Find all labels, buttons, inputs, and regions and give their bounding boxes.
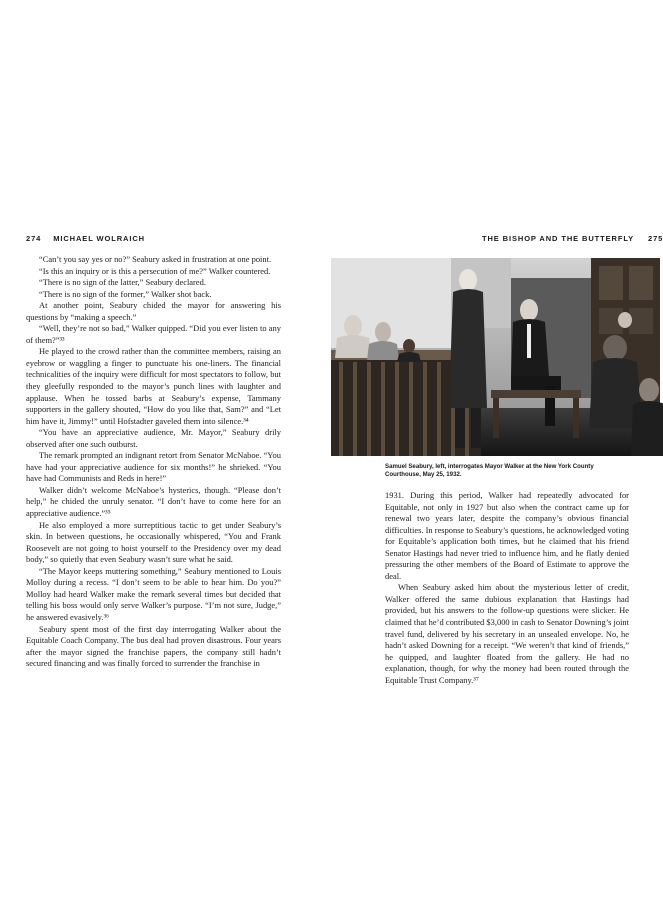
left-running-head <box>26 232 145 244</box>
left-page-number: 274 <box>26 233 42 243</box>
photo-caption: Samuel Seabury, left, interrogates Mayor Walker at the New York County Courthouse, May 25, 1932. <box>385 463 594 479</box>
paragraph: “Can’t you say yes or no?” Seabury asked in frustration at one point. <box>39 254 272 264</box>
right-page-number: 275 <box>648 233 663 243</box>
paragraph: Seabury spent most of the first day interrogating Walker about the Equitable Coach Company. The bus deal had proven disastrous. Four years after the mayor signed the franchise papers, the company still hadn’t secured financing and was finally forced to surrender the franchise in <box>26 623 281 669</box>
paragraph: When Seabury asked him about the mysterious letter of credit, Walker offered the same dubious explanation that Hastings had provided, but his answers to the follow-up questions were slicker. He claimed that he’d contributed $3,000 in cash to Senator Downing’s joint travel fund, delivered by his secretary in an unsealed envelope. No, he hadn’t asked Downing for a receipt. “We weren’t that kind of friends,” he quipped, and laughter floated from the gallery. He had no explanation, though, for why the money had been routed through the Equitable Trust Company.³⁷ <box>385 582 629 685</box>
left-page-text <box>26 254 281 670</box>
paragraph: The remark prompted an indignant retort from Senator McNaboe. “You have had your appreciative audience for six months!” he shrieked. “You have had Communists and Reds in here!” <box>26 450 281 484</box>
right-running-head <box>482 232 663 244</box>
paragraph: At another point, Seabury chided the mayor for answering his questions by “making a speech.” <box>26 300 281 322</box>
courtroom-photo <box>331 258 660 456</box>
paragraph: “Well, they’re not so bad,” Walker quipped. “Did you ever listen to any of them?”³³ <box>26 323 281 345</box>
right-running-head-title: THE BISHOP AND THE BUTTERFLY <box>482 233 635 243</box>
paragraph: Walker didn’t welcome McNaboe’s hysterics, though. “Please don’t help,” he chided the unruly senator. “I don’t have to come here for an appreciative audience.”³⁵ <box>26 484 281 519</box>
paragraph: “You have an appreciative audience, Mr. Mayor,” Seabury drily observed after one such outburst. <box>26 427 281 449</box>
paragraph: 1931. During this period, Walker had repeatedly advocated for Equitable, not only in 1927 but also when the contract came up for renewal two years later, despite the company’s obvious financial difficulties. In response to Seabury’s questions, he acknowledged voting for Equitable’s application both times, but he claimed that his friend Senator Hastings had never tried to influence him, and he flatly denied pressuring the other members of the Board of Estimate to approve the deal. <box>385 490 630 581</box>
left-running-head-author: MICHAEL WOLRAICH <box>53 233 145 243</box>
paragraph: “The Mayor keeps muttering something,” Seabury mentioned to Louis Molloy during a recess. “I don’t seem to be able to hear him. Do you?” Molloy had heard Walker make the remark several times but decided that telling his boss would only serve Walker’s purpose. “I’m not sure, Judge,” he answered evasively.³⁶ <box>26 565 281 622</box>
paragraph: “Is this an inquiry or is this a persecution of me?” Walker countered. <box>39 265 271 276</box>
paragraph: He played to the crowd rather than the committee members, raising an eyebrow or waggling a finger to punctuate his one-liners. The financial technicalities of the inquiry were difficult for most spectators to follow, but they gleefully responded to the mayor’s punch lines with laughter and applause. When he tossed barbs at Seabury’s expense, Tammany supporters in the gallery shouted, “How do you like that, Sam?” and “Let him have it, Jimmy!” until Hofstadter gaveled them into silence.³⁴ <box>26 346 281 426</box>
paragraph: He also employed a more surreptitious tactic to get under Seabury’s skin. In between questions, he occasionally whispered, “You and Frank Roosevelt are not going to hoist yourself to the Presidency over my dead body,” so quietly that even Seabury wasn’t sure what he said. <box>26 519 281 565</box>
right-page-text <box>385 490 629 686</box>
paragraph: “There is no sign of the former,” Walker shot back. <box>39 288 212 299</box>
paragraph: “There is no sign of the latter,” Seabury declared. <box>39 277 206 288</box>
